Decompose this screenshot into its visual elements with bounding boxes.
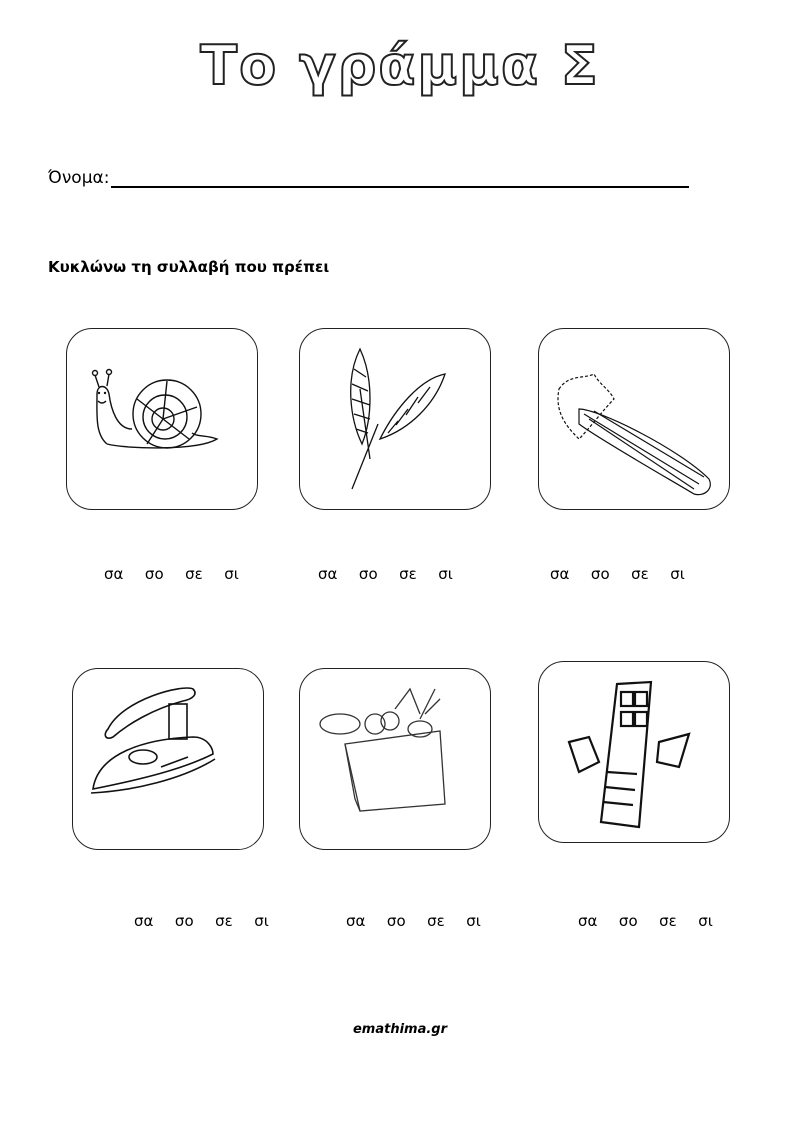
picture-card-celery — [538, 328, 730, 510]
picture-card-snail — [66, 328, 258, 510]
syllable-options-5[interactable]: σα σο σε σι — [346, 912, 481, 930]
syllable-options-3[interactable]: σα σο σε σι — [550, 565, 685, 583]
instruction-text: Κυκλώνω τη συλλαβή που πρέπει — [48, 258, 330, 276]
syllable-options-1[interactable]: σα σο σε σι — [104, 565, 239, 583]
wheat-icon — [300, 329, 490, 509]
name-label: Όνομα: — [48, 168, 110, 188]
picture-card-iron — [72, 668, 264, 850]
footer-site: emathima.gr — [352, 1022, 448, 1037]
syllable-options-6[interactable]: σα σο σε σι — [578, 912, 713, 930]
name-field-row — [48, 168, 689, 188]
celery-icon — [539, 329, 729, 509]
snail-icon — [67, 329, 257, 509]
syllable-options-2[interactable]: σα σο σε σι — [318, 565, 453, 583]
worksheet-title: Το γράμμα Σ — [200, 34, 600, 97]
iron-icon — [73, 669, 263, 849]
syllable-options-4[interactable]: σα σο σε σι — [134, 912, 269, 930]
picture-card-chocolate — [538, 661, 730, 843]
name-input-line[interactable] — [111, 168, 689, 188]
picture-card-grocery-bag — [299, 668, 491, 850]
grocery-bag-icon — [300, 669, 490, 849]
picture-card-wheat — [299, 328, 491, 510]
chocolate-bar-icon — [539, 662, 729, 842]
